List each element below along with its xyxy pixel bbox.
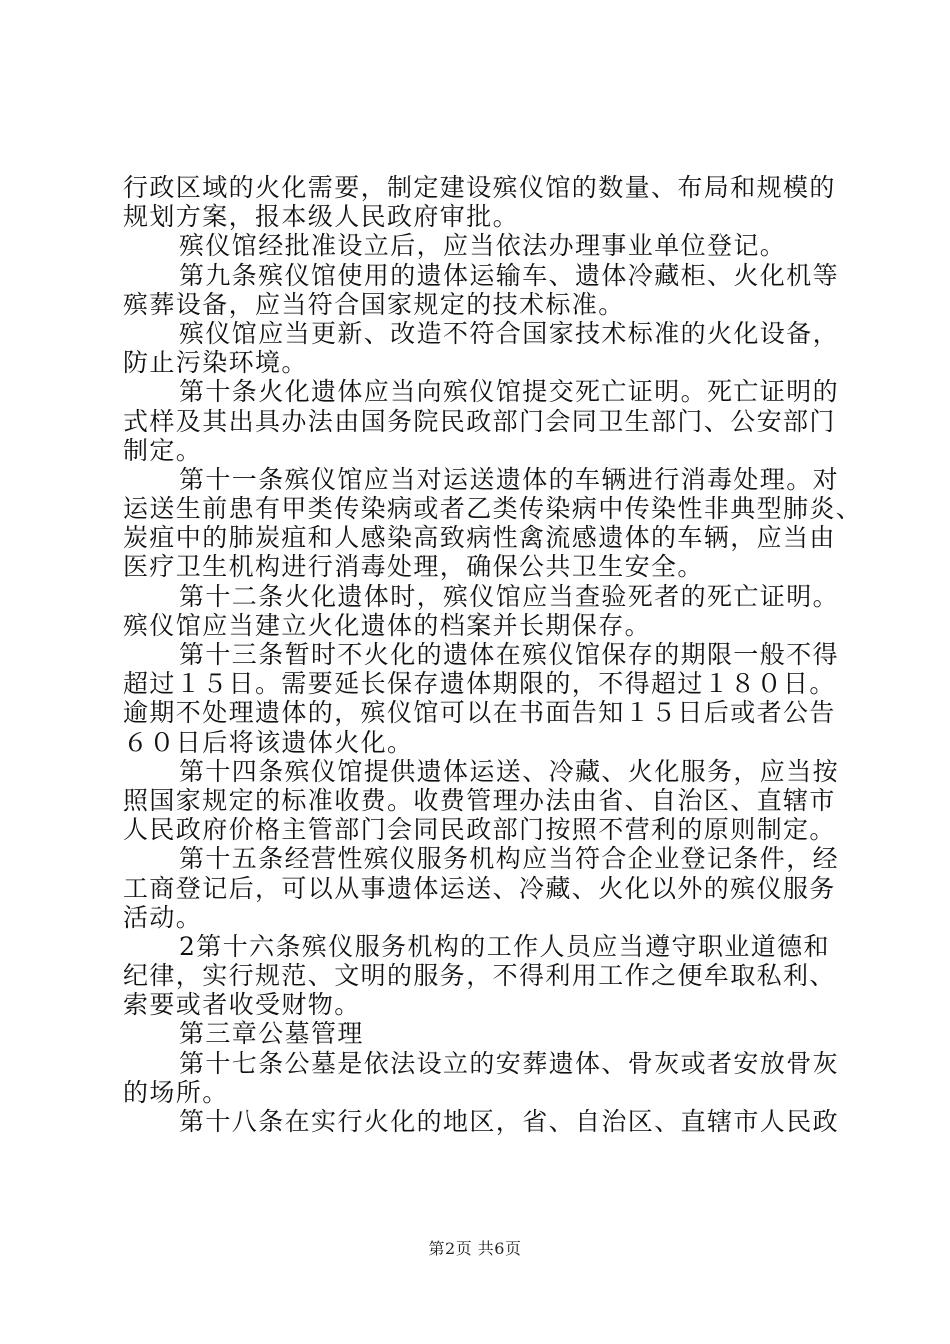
text-line: 第九条殡仪馆使用的遗体运输车、遗体冷藏柜、火化机等: [179, 260, 840, 290]
text-line: 第十五条经营性殡仪服务机构应当符合企业登记条件，经: [179, 844, 840, 874]
text-line: 人民政府价格主管部门会同民政部门按照不营利的原则制定。: [123, 815, 836, 845]
text-line: 制定。: [123, 435, 203, 465]
text-line: 运送生前患有甲类传染病或者乙类传染病中传染性非典型肺炎、: [123, 494, 863, 524]
text-line: 2第十六条殡仪服务机构的工作人员应当遵守职业道德和: [179, 931, 830, 961]
text-line: 第十条火化遗体应当向殡仪馆提交死亡证明。死亡证明的: [179, 377, 840, 407]
text-line: 殡仪馆应当建立火化遗体的档案并长期保存。: [123, 610, 652, 640]
text-line: 医疗卫生机构进行消毒处理，确保公共卫生安全。: [123, 552, 704, 582]
text-line: ６０日后将该遗体火化。: [123, 727, 414, 757]
text-line: 第三章公墓管理: [179, 1019, 364, 1049]
text-line: 第十七条公墓是依法设立的安葬遗体、骨灰或者安放骨灰: [179, 1048, 840, 1078]
text-line: 第十三条暂时不火化的遗体在殡仪馆保存的期限一般不得: [179, 640, 840, 669]
text-line: 防止污染环境。: [123, 348, 308, 378]
text-line: 炭疽中的肺炭疽和人感染高致病性禽流感遗体的车辆，应当由: [123, 523, 836, 553]
page-footer: 第2页 共6页: [428, 1239, 522, 1258]
text-line: 超过１５日。需要延长保存遗体期限的，不得超过１８０日。: [123, 669, 836, 699]
text-line: 索要或者收受财物。: [123, 990, 361, 1020]
text-line: 殡仪馆经批准设立后，应当依法办理事业单位登记。: [179, 231, 787, 261]
text-line: 纪律，实行规范、文明的服务，不得利用工作之便牟取私利、: [123, 961, 836, 991]
text-line: 工商登记后，可以从事遗体运送、冷藏、火化以外的殡仪服务: [123, 873, 836, 903]
text-line: 殡仪馆应当更新、改造不符合国家技术标准的火化设备，: [179, 318, 840, 348]
text-line: 式样及其出具办法由国务院民政部门会同卫生部门、公安部门: [123, 406, 836, 436]
body-text: [123, 173, 863, 1136]
text-line: 规划方案，报本级人民政府审批。: [123, 202, 520, 232]
text-line: 行政区域的火化需要，制定建设殡仪馆的数量、布局和规模的: [123, 173, 836, 202]
text-line: 第十一条殡仪馆应当对运送遗体的车辆进行消毒处理。对: [179, 464, 840, 494]
text-line: 的场所。: [123, 1077, 229, 1107]
text-line: 殡葬设备，应当符合国家规定的技术标准。: [123, 289, 625, 319]
text-line: 活动。: [123, 902, 203, 932]
text-line: 逾期不处理遗体的，殡仪馆可以在书面告知１５日后或者公告: [123, 698, 836, 728]
text-line: 第十二条火化遗体时，殡仪馆应当查验死者的死亡证明。: [179, 581, 840, 611]
text-line: 照国家规定的标准收费。收费管理办法由省、自治区、直辖市: [123, 785, 836, 815]
text-line: 第十八条在实行火化的地区，省、自治区、直辖市人民政: [179, 1107, 840, 1136]
text-line: 第十四条殡仪馆提供遗体运送、冷藏、火化服务，应当按: [179, 756, 840, 786]
